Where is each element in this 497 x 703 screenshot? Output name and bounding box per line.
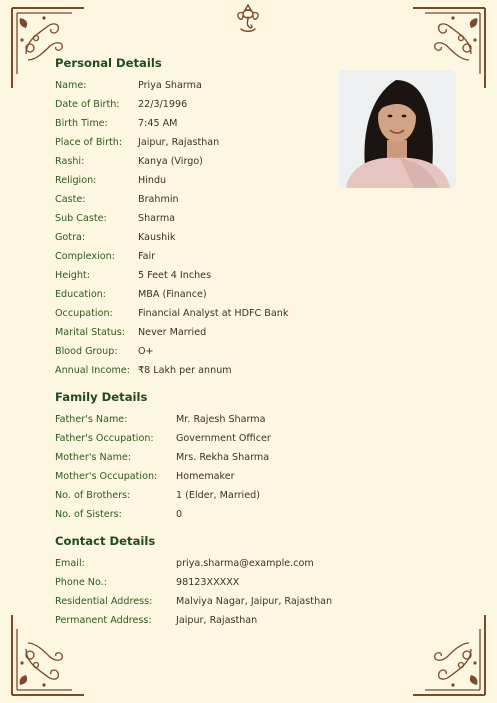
detail-value: ₹8 Lakh per annum (138, 365, 232, 376)
detail-label: Occupation: (55, 308, 113, 319)
detail-value: Kanya (Virgo) (138, 156, 203, 167)
detail-value: MBA (Finance) (138, 289, 207, 300)
detail-label: Rashi: (55, 156, 85, 167)
detail-label: Complexion: (55, 251, 115, 262)
detail-label: Residential Address: (55, 596, 153, 607)
detail-label: Marital Status: (55, 327, 125, 338)
detail-label: Religion: (55, 175, 97, 186)
detail-value: Jaipur, Rajasthan (138, 137, 220, 148)
detail-value: 7:45 AM (138, 118, 178, 129)
detail-value: Kaushik (138, 232, 176, 243)
detail-label: Height: (55, 270, 90, 281)
family-details-heading: Family Details (55, 390, 148, 404)
detail-value: Mr. Rajesh Sharma (176, 414, 266, 425)
detail-value: 1 (Elder, Married) (176, 490, 260, 501)
detail-value: Fair (138, 251, 156, 262)
detail-label: Phone No.: (55, 577, 107, 588)
detail-value: 5 Feet 4 Inches (138, 270, 212, 281)
detail-value: 98123XXXXX (176, 577, 240, 588)
detail-label: Caste: (55, 194, 86, 205)
detail-value: Homemaker (176, 471, 235, 482)
detail-value: O+ (138, 346, 154, 357)
detail-value: Never Married (138, 327, 207, 338)
detail-label: Annual Income: (55, 365, 130, 376)
detail-value: Hindu (138, 175, 167, 186)
detail-label: Education: (55, 289, 106, 300)
detail-label: Place of Birth: (55, 137, 123, 148)
detail-value: Brahmin (138, 194, 179, 205)
detail-value: Government Officer (176, 433, 271, 444)
detail-label: Gotra: (55, 232, 86, 243)
detail-value: 0 (176, 509, 183, 520)
detail-label: Father's Occupation: (55, 433, 154, 444)
floral-corner-top-left-icon (6, 4, 86, 92)
detail-value: Jaipur, Rajasthan (176, 615, 258, 626)
detail-value: Sharma (138, 213, 176, 224)
detail-label: Sub Caste: (55, 213, 107, 224)
profile-photo (338, 70, 456, 188)
detail-value: Financial Analyst at HDFC Bank (138, 308, 289, 319)
detail-label: Date of Birth: (55, 99, 120, 110)
detail-label: No. of Sisters: (55, 509, 122, 520)
ganesha-icon (232, 2, 264, 34)
detail-label: Email: (55, 558, 85, 569)
detail-label: Blood Group: (55, 346, 118, 357)
detail-value: Malviya Nagar, Jaipur, Rajasthan (176, 596, 333, 607)
detail-label: Birth Time: (55, 118, 108, 129)
detail-label: Mother's Name: (55, 452, 132, 463)
detail-label: Name: (55, 80, 87, 91)
detail-value: priya.sharma@example.com (176, 558, 314, 569)
personal-details-heading: Personal Details (55, 56, 162, 70)
floral-corner-bottom-right-icon (411, 611, 491, 699)
detail-label: Father's Name: (55, 414, 128, 425)
contact-details-heading: Contact Details (55, 534, 156, 548)
detail-value: 22/3/1996 (138, 99, 188, 110)
detail-label: No. of Brothers: (55, 490, 131, 501)
detail-value: Mrs. Rekha Sharma (176, 452, 270, 463)
detail-label: Mother's Occupation: (55, 471, 158, 482)
detail-value: Priya Sharma (138, 80, 202, 91)
detail-label: Permanent Address: (55, 615, 152, 626)
